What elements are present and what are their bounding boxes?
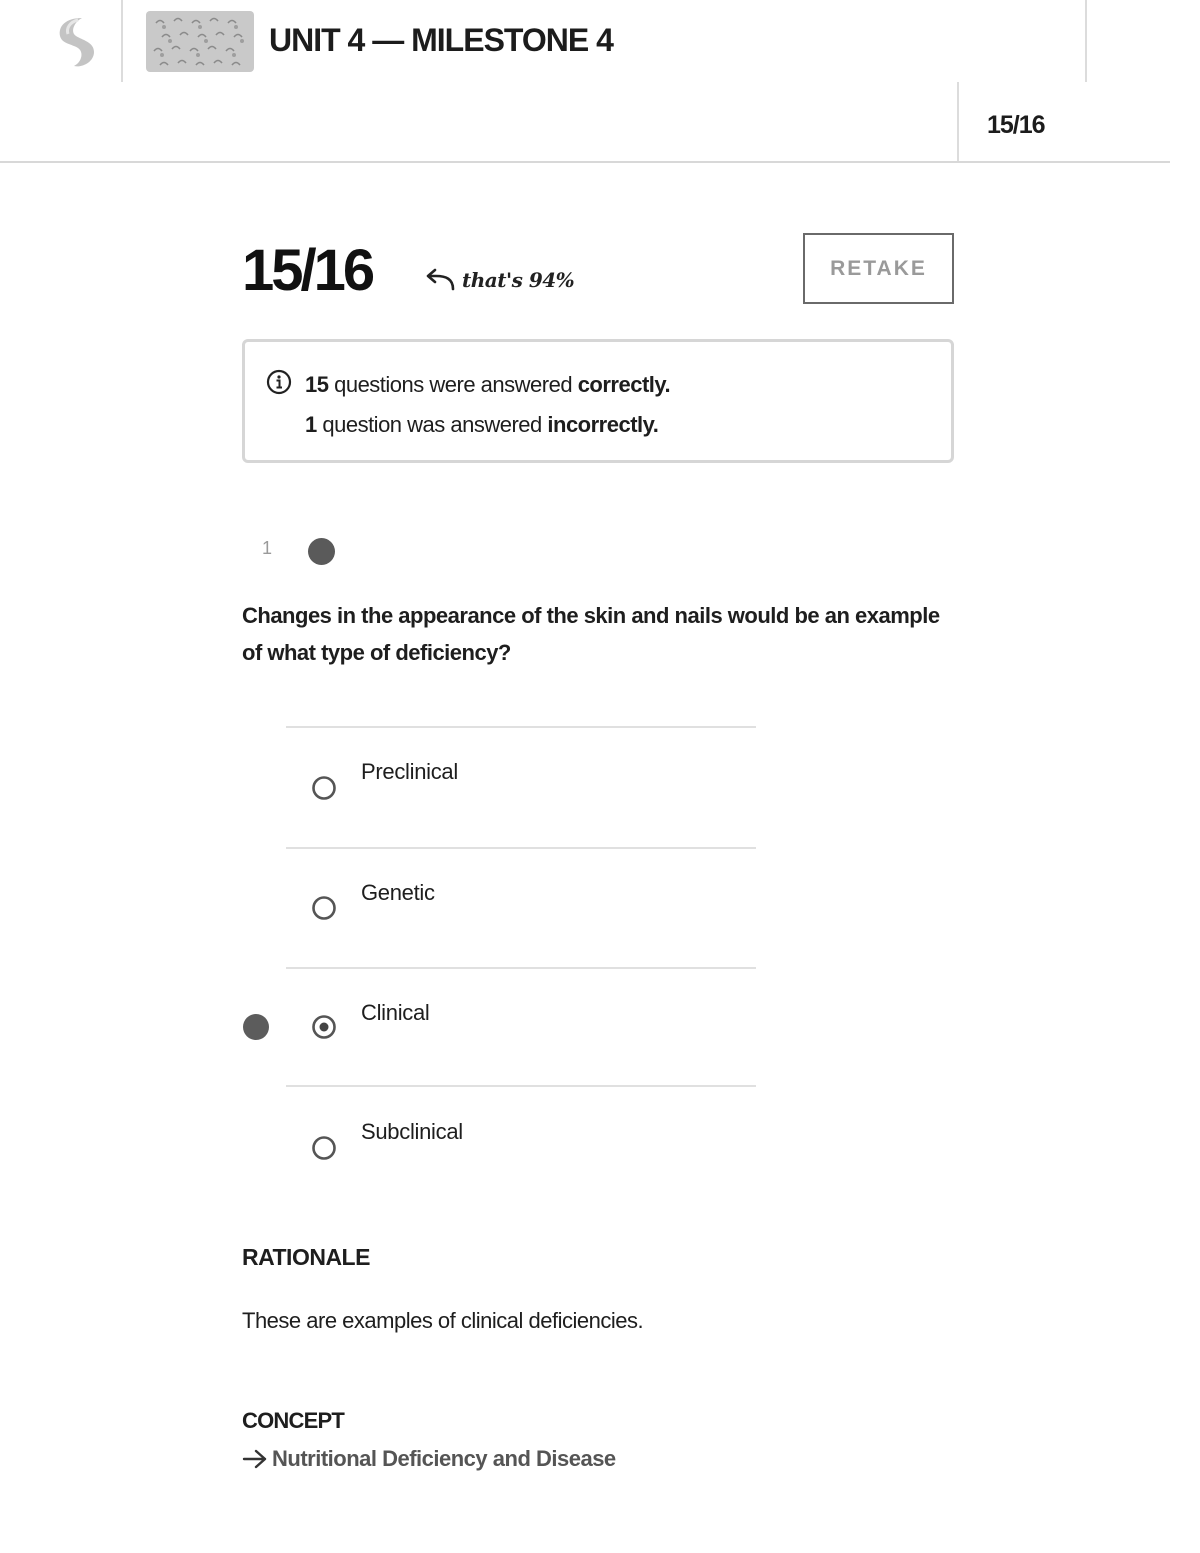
big-score: 15/16 [242,238,373,303]
course-thumbnail [146,11,254,72]
radio-unselected-icon[interactable] [311,895,337,921]
option-separator [286,726,756,728]
radio-selected-icon[interactable] [311,1014,337,1040]
thumbnail-pattern-icon [146,11,254,72]
curved-arrow-icon [424,267,456,293]
incorrect-count: 1 [305,412,317,437]
correct-mid-text: questions were answered [328,372,578,397]
radio-unselected-icon[interactable] [311,775,337,801]
header-divider [121,0,123,82]
percent-note [424,264,574,296]
header-divider-right [1085,0,1087,82]
question-status-dot [308,538,335,565]
incorrect-word: incorrectly. [547,412,659,437]
arrow-right-icon [242,1448,268,1470]
option-separator [286,1085,756,1087]
correct-summary [305,372,670,398]
option-label-preclinical[interactable]: Preclinical [361,759,458,784]
info-icon [266,369,292,395]
selected-answer-marker [243,1014,269,1040]
rationale-text: These are examples of clinical deficiencies. [242,1308,644,1333]
results-info-box [242,339,954,463]
concept-heading: CONCEPT [242,1408,344,1433]
retake-button[interactable]: RETAKE [803,233,954,304]
correct-word: correctly. [577,372,671,397]
incorrect-summary [305,412,658,438]
option-label-clinical[interactable]: Clinical [361,1000,430,1025]
option-label-genetic[interactable]: Genetic [361,880,435,905]
unit-title: UNIT 4 — MILESTONE 4 [269,22,613,58]
concept-link-text[interactable]: Nutritional Deficiency and Disease [272,1446,616,1471]
question-text: Changes in the appearance of the skin and nails would be an example of what type of deficiency? [242,603,940,665]
header-bottom-border [0,161,1170,163]
option-separator [286,847,756,849]
incorrect-mid-text: question was answered [316,412,548,437]
sophia-logo-icon[interactable] [52,14,100,72]
correct-count: 15 [305,372,329,397]
option-separator [286,967,756,969]
header-score: 15/16 [987,111,1045,139]
question-number: 1 [262,538,273,558]
option-label-subclinical[interactable]: Subclinical [361,1119,463,1144]
rationale-heading: RATIONALE [242,1244,370,1270]
score-divider [957,82,959,162]
percent-text: that's 94% [462,268,575,292]
concept-link[interactable] [242,1446,616,1472]
radio-unselected-icon[interactable] [311,1135,337,1161]
